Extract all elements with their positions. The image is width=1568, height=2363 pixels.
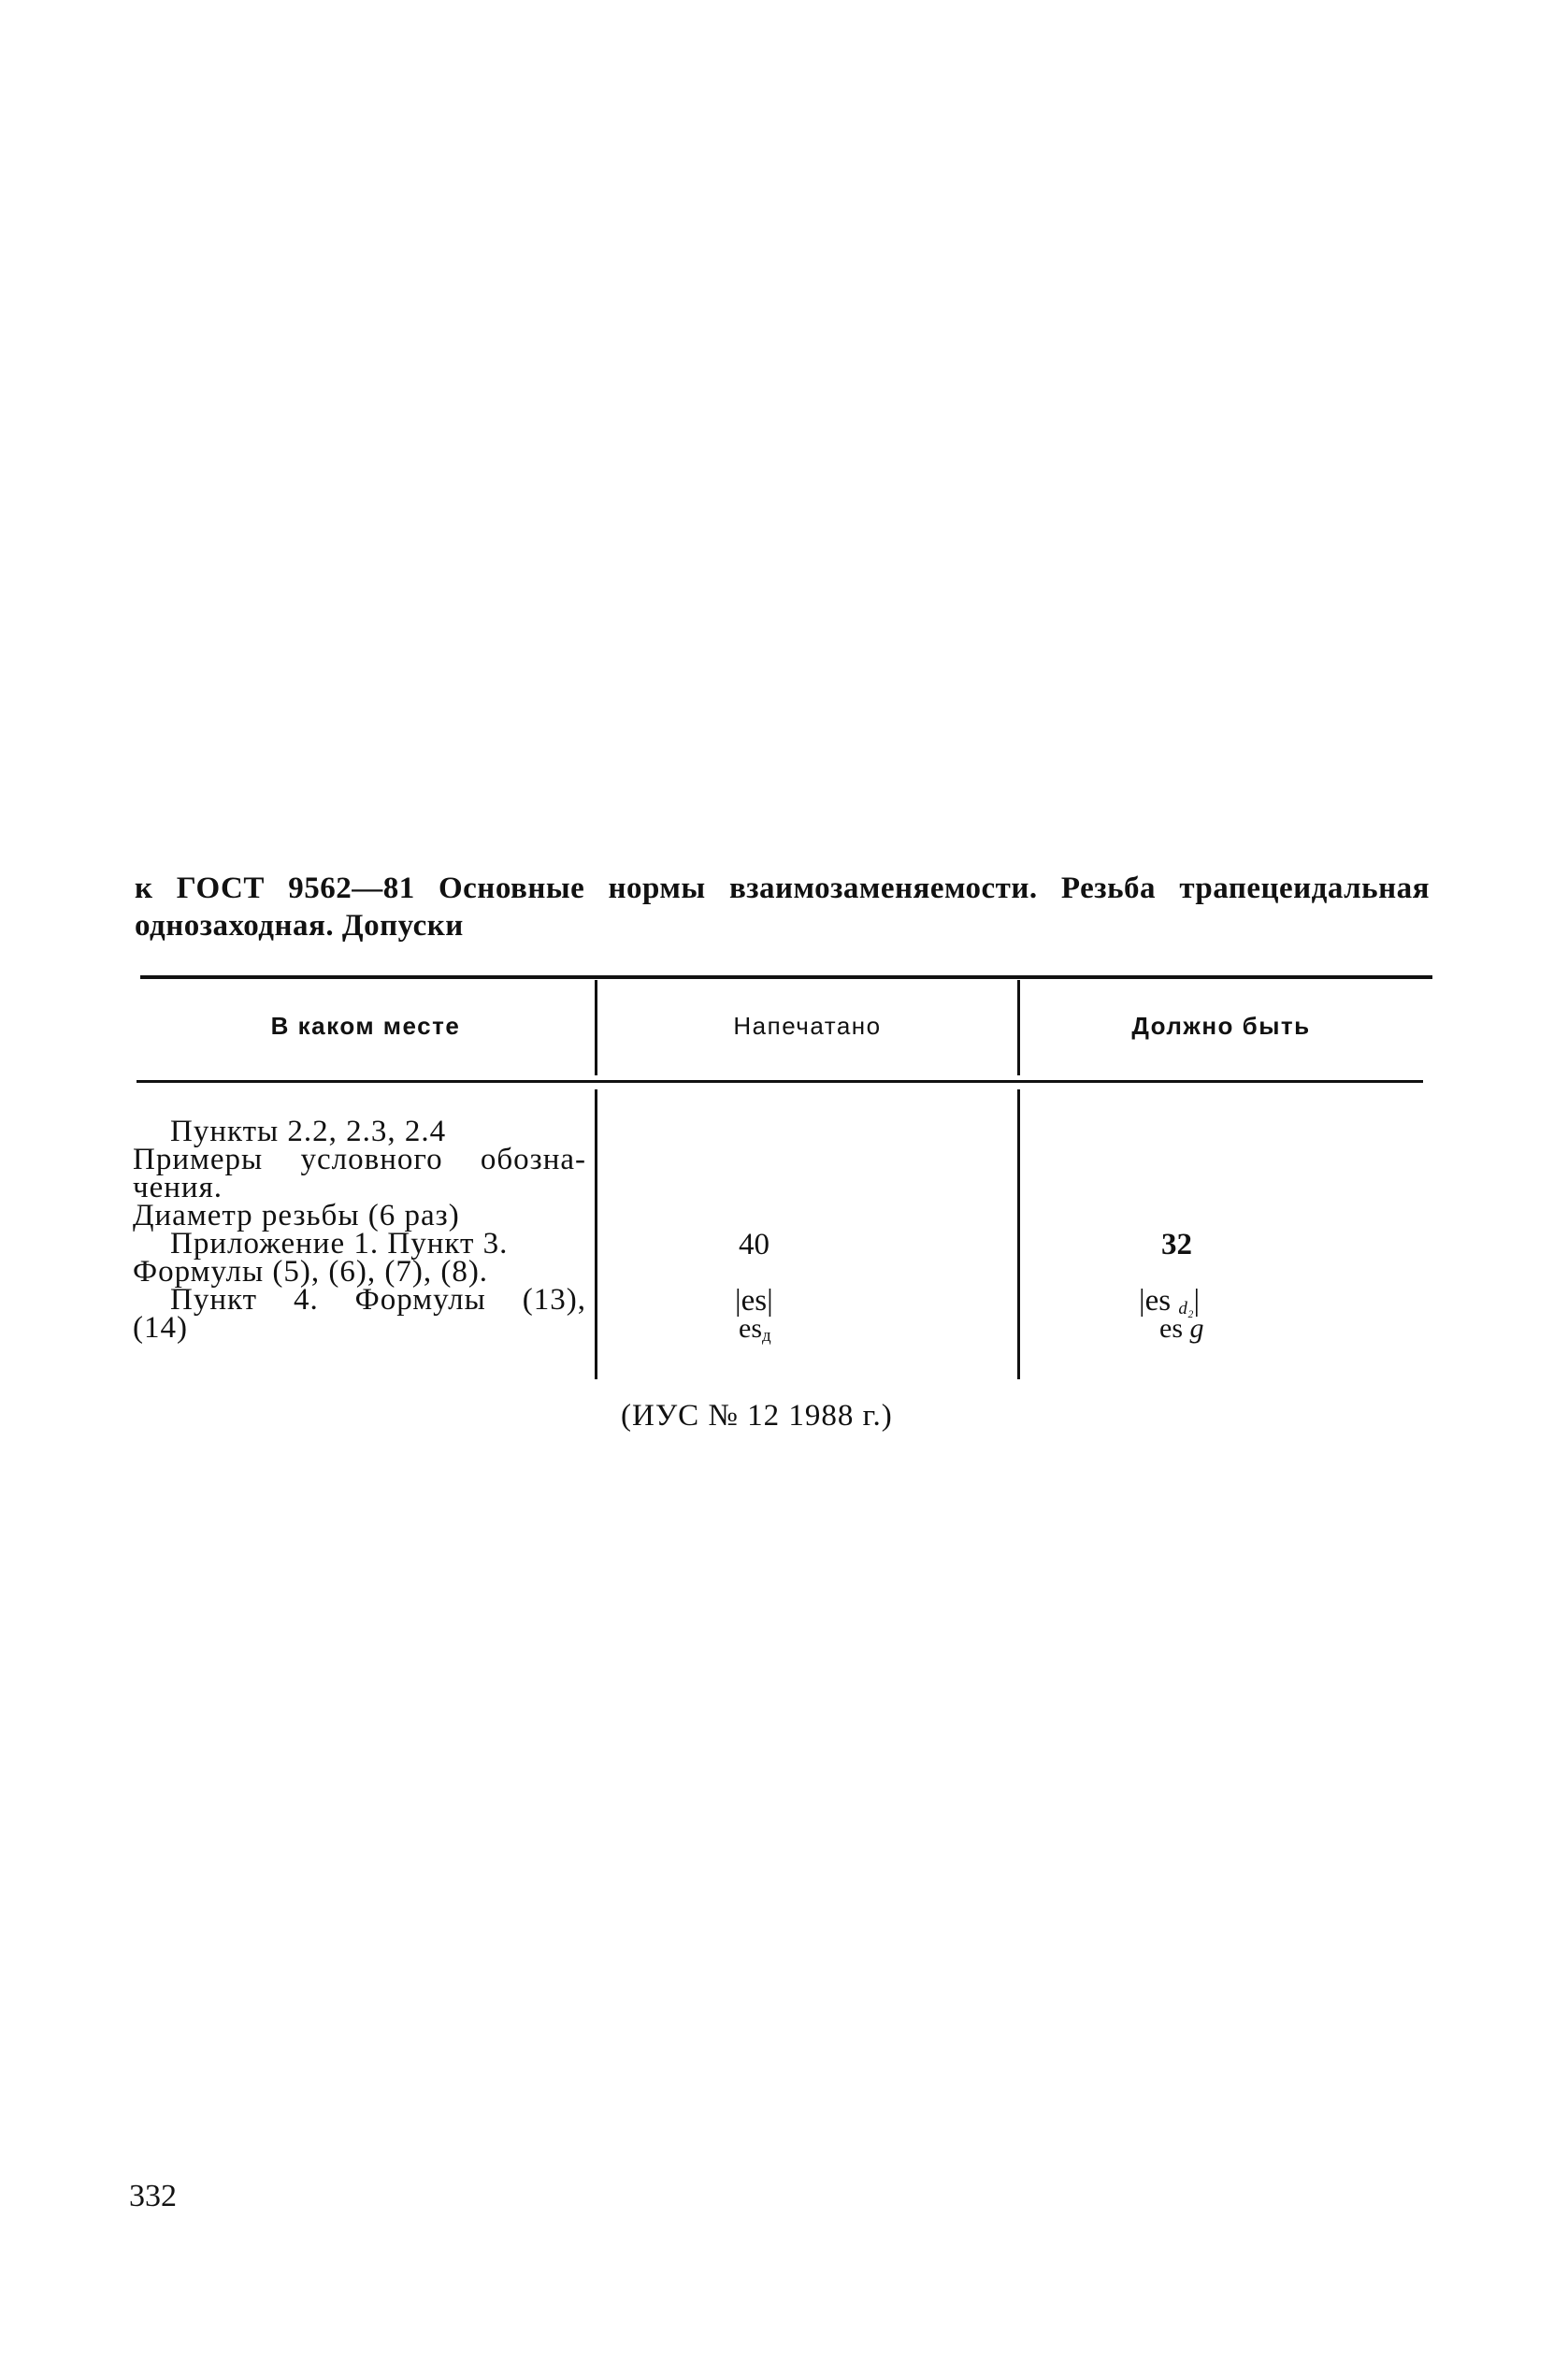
- header-should-be: Должно быть: [1131, 1012, 1311, 1040]
- source-reference: (ИУС № 12 1988 г.): [621, 1399, 893, 1433]
- where-line: Диаметр резьбы (6 раз): [133, 1199, 460, 1232]
- column-divider: [1017, 1089, 1020, 1379]
- table-top-rule: [140, 975, 1432, 979]
- document-title: к ГОСТ 9562—81 Основные нормы взаимозаменяемости. Резьба трапецеидальная однозаходная. Допуски: [135, 872, 1430, 943]
- where-line: Пункт 4. Формулы (13),: [170, 1283, 586, 1317]
- formula-subscript: g: [1189, 1313, 1204, 1344]
- printed-formula-es: |es|: [735, 1284, 773, 1318]
- where-column: [133, 1115, 586, 1345]
- column-divider: [595, 1089, 597, 1379]
- where-line: чения.: [133, 1171, 223, 1204]
- formula-end: |: [1193, 1284, 1201, 1318]
- correct-formula-esg: [1159, 1315, 1204, 1343]
- where-line: Пункты 2.2, 2.3, 2.4: [170, 1115, 447, 1148]
- formula-base: |es: [1139, 1284, 1179, 1318]
- header-printed: Напечатано: [733, 1012, 882, 1040]
- where-line: Формулы (5), (6), (7), (8).: [133, 1255, 489, 1289]
- printed-formula-esd: [739, 1315, 771, 1350]
- printed-diameter: 40: [739, 1228, 770, 1261]
- formula-subscript: d₂: [1178, 1299, 1194, 1318]
- formula-base: es: [1159, 1313, 1190, 1344]
- where-line: Приложение 1. Пункт 3.: [170, 1227, 509, 1261]
- where-line: Примеры условного обозна-: [133, 1143, 586, 1176]
- formula-base: es: [739, 1313, 762, 1344]
- where-line: (14): [133, 1311, 188, 1345]
- header-where: В каком месте: [270, 1012, 461, 1040]
- table-header-rule: [137, 1080, 1423, 1083]
- correct-diameter: 32: [1161, 1228, 1192, 1261]
- formula-subscript: д: [762, 1326, 771, 1346]
- page-number: 332: [129, 2179, 177, 2213]
